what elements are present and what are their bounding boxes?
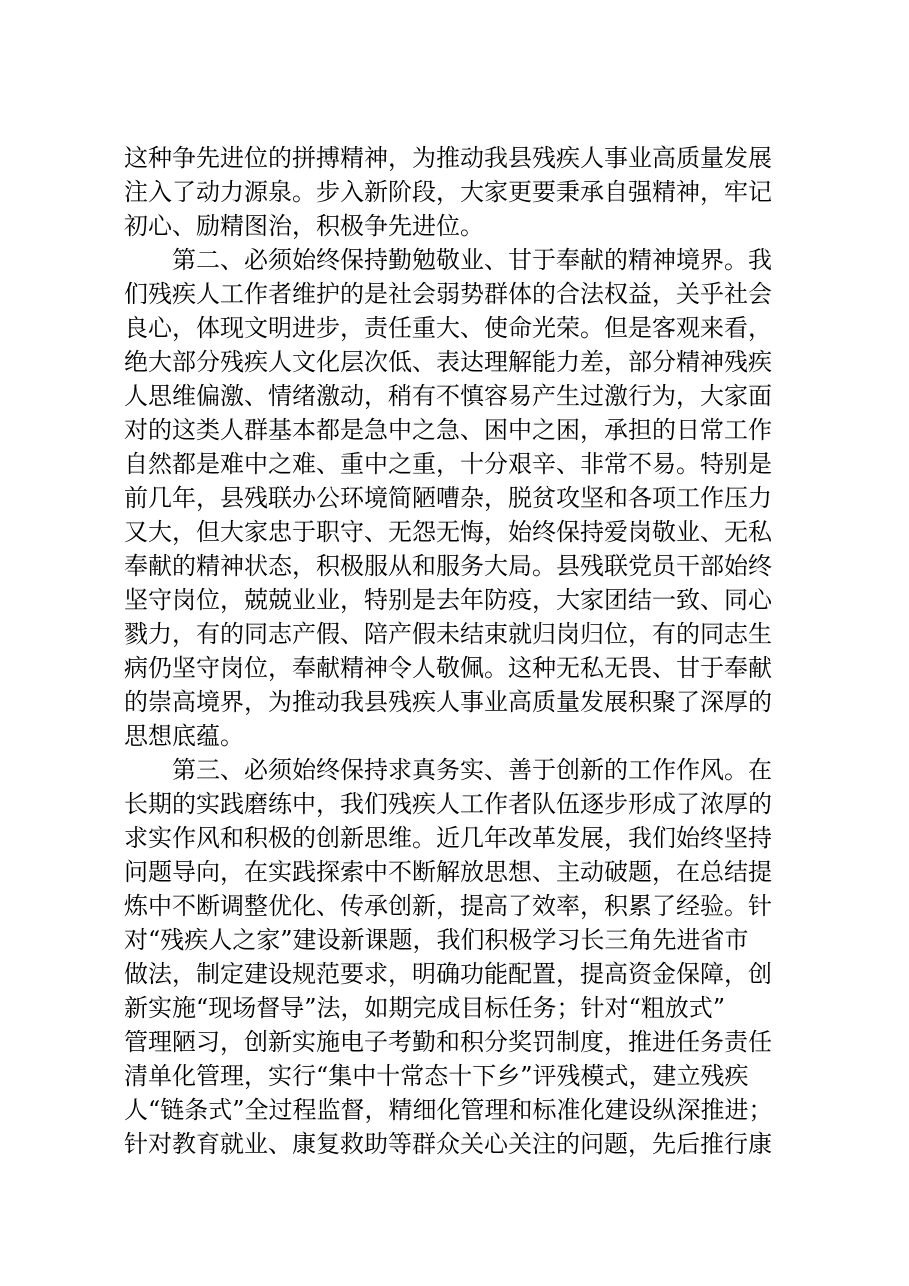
text-line: 绝大部分残疾人文化层次低、表达理解能力差，部分精神残疾 <box>124 348 772 376</box>
text-line: 问题导向，在实践探索中不断解放思想、主动破题，在总结提 <box>124 858 772 886</box>
text-line: 良心，体现文明进步，责任重大、使命光荣。但是客观来看， <box>124 314 772 342</box>
paragraph-start-line: 第二、必须始终保持勤勉敬业、甘于奉献的精神境界。我 <box>172 246 772 274</box>
text-line: 思想底蕴。 <box>124 722 244 750</box>
text-line: 炼中不断调整优化、传承创新，提高了效率，积累了经验。针 <box>124 892 772 920</box>
text-line: 人“链条式”全过程监督，精细化管理和标准化建设纵深推进； <box>124 1096 773 1124</box>
text-line: 坚守岗位，兢兢业业，特别是去年防疫，大家团结一致、同心 <box>124 586 772 614</box>
text-line: 针对教育就业、康复救助等群众关心关注的问题，先后推行康 <box>124 1130 772 1158</box>
paragraph-start-line: 第三、必须始终保持求真务实、善于创新的工作作风。在 <box>172 756 772 784</box>
text-line: 人思维偏激、情绪激动，稍有不慎容易产生过激行为，大家面 <box>124 382 772 410</box>
text-line: 们残疾人工作者维护的是社会弱势群体的合法权益，关乎社会 <box>124 280 772 308</box>
document-body <box>124 141 796 1161</box>
text-line: 病仍坚守岗位，奉献精神令人敬佩。这种无私无畏、甘于奉献 <box>124 654 772 682</box>
text-line: 的崇高境界，为推动我县残疾人事业高质量发展积聚了深厚的 <box>124 688 772 716</box>
text-line: 自然都是难中之难、重中之重，十分艰辛、非常不易。特别是 <box>124 450 772 478</box>
text-line: 长期的实践磨练中，我们残疾人工作者队伍逐步形成了浓厚的 <box>124 790 772 818</box>
text-line: 这种争先进位的拼搏精神，为推动我县残疾人事业高质量发展 <box>124 144 772 172</box>
text-line: 戮力，有的同志产假、陪产假未结束就归岗归位，有的同志生 <box>124 620 772 648</box>
text-line: 奉献的精神状态，积极服从和服务大局。县残联党员干部始终 <box>124 552 772 580</box>
text-line: 管理陋习，创新实施电子考勤和积分奖罚制度，推进任务责任 <box>124 1028 772 1056</box>
text-line: 清单化管理，实行“集中十常态十下乡”评残模式，建立残疾 <box>124 1062 749 1090</box>
text-line: 又大，但大家忠于职守、无怨无悔，始终保持爱岗敬业、无私 <box>124 518 772 546</box>
text-line: 注入了动力源泉。步入新阶段，大家更要秉承自强精神，牢记 <box>124 178 772 206</box>
text-line: 对“残疾人之家”建设新课题，我们积极学习长三角先进省市 <box>124 926 749 954</box>
text-line: 新实施“现场督导”法，如期完成目标任务；针对“粗放式” <box>124 994 726 1022</box>
text-line: 前几年，县残联办公环境简陋嘈杂，脱贫攻坚和各项工作压力 <box>124 484 772 512</box>
text-line: 求实作风和积极的创新思维。近几年改革发展，我们始终坚持 <box>124 824 772 852</box>
text-line: 对的这类人群基本都是急中之急、困中之困，承担的日常工作 <box>124 416 772 444</box>
text-line: 做法，制定建设规范要求，明确功能配置，提高资金保障，创 <box>124 960 772 988</box>
text-line: 初心、励精图治，积极争先进位。 <box>124 212 484 240</box>
